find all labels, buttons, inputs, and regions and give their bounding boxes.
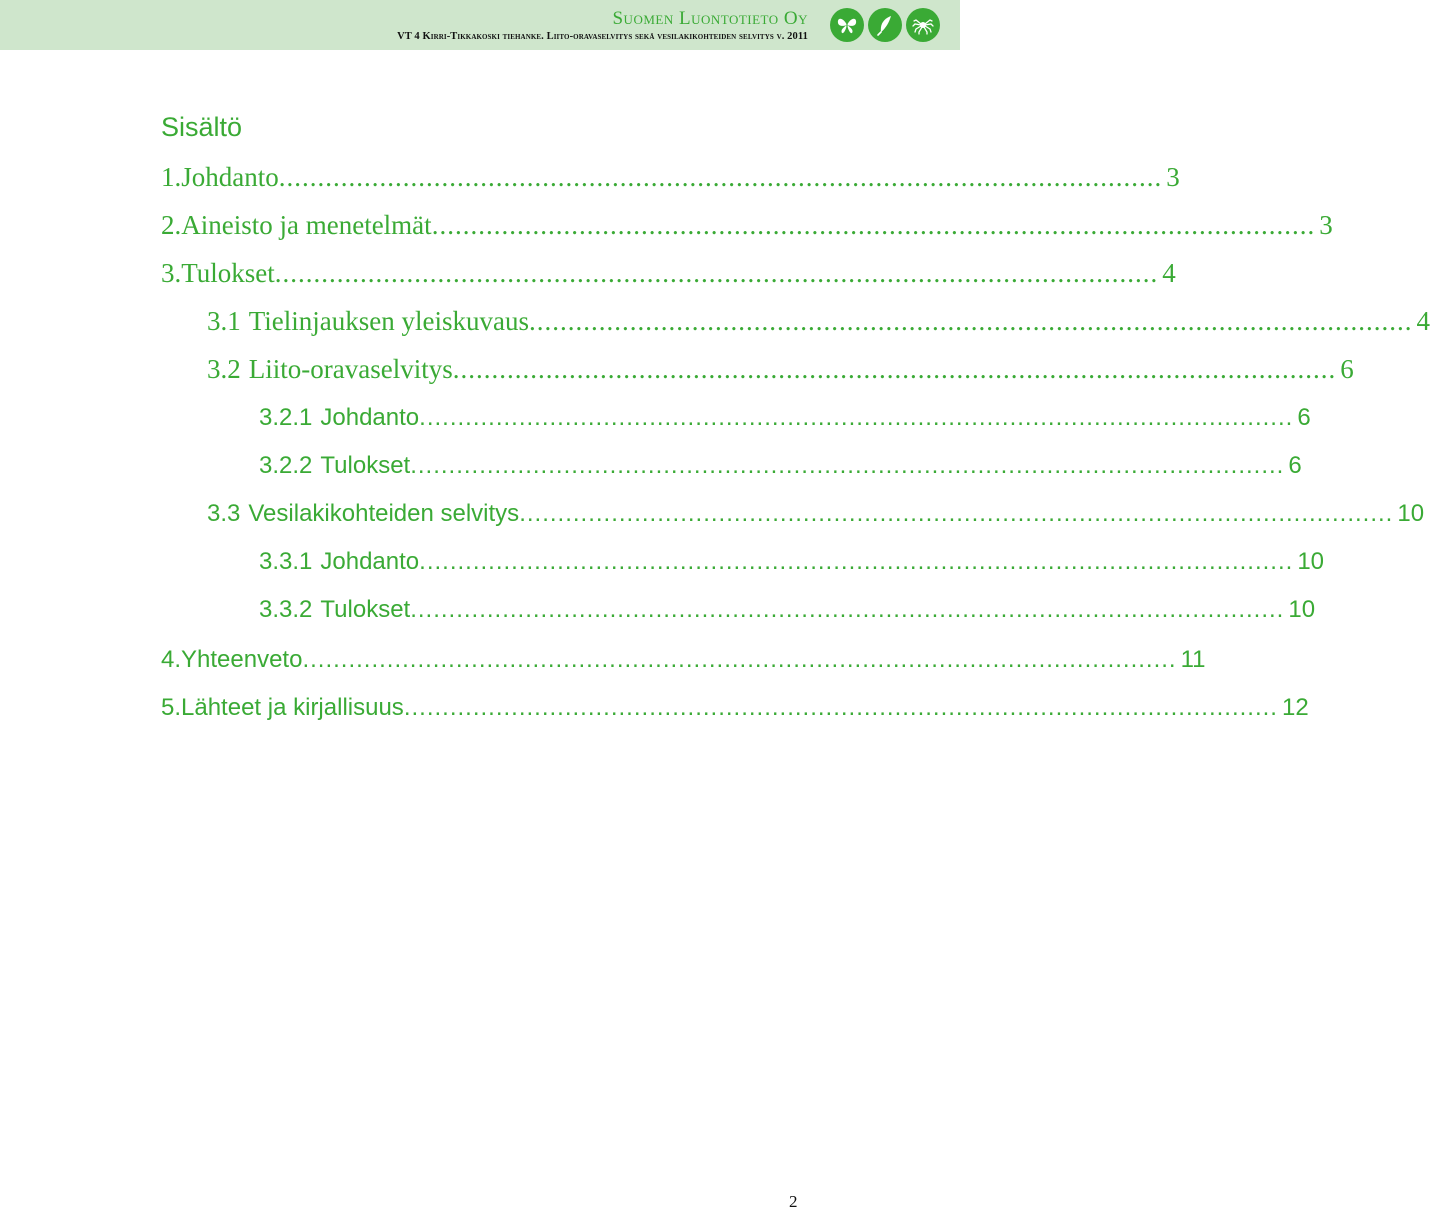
toc-entry-label: Aineisto ja menetelmät <box>181 210 431 241</box>
toc-leader-dots: .................................................................................................................. <box>432 210 1316 241</box>
toc-entry-number: 5. <box>161 694 181 722</box>
toc-entry[interactable] <box>259 404 797 438</box>
spider-icon <box>911 13 935 37</box>
toc-entry-page: 4 <box>1413 306 1430 337</box>
feather-icon <box>873 13 897 37</box>
toc-entry-label: Tielinjauksen yleiskuvaus <box>249 306 529 337</box>
toc-leader-dots: .................................................................................................................. <box>453 354 1337 385</box>
toc-entry-page: 10 <box>1393 500 1424 528</box>
logo-group <box>830 8 940 42</box>
toc-entry[interactable] <box>207 306 797 340</box>
toc-entry-page: 6 <box>1293 404 1310 432</box>
toc-entry-number: 3. <box>161 258 181 289</box>
toc-entry-number: 3.2.1 <box>259 404 320 432</box>
toc-entry[interactable] <box>161 646 797 680</box>
toc-entry-page: 12 <box>1278 694 1309 722</box>
toc-entry-label: Liito-oravaselvitys <box>249 354 453 385</box>
toc-entry-page: 10 <box>1293 548 1324 576</box>
toc-entry-page: 11 <box>1177 646 1206 674</box>
toc-entry-label: Tulokset <box>320 596 410 624</box>
toc-entry-label: Johdanto <box>181 162 279 193</box>
logo-feather <box>868 8 902 42</box>
toc-entry-label: Johdanto <box>320 404 419 432</box>
toc-entry-label: Tulokset <box>320 452 410 480</box>
toc-entry[interactable] <box>259 548 797 582</box>
toc-entry[interactable] <box>161 210 797 244</box>
toc-entry-page: 6 <box>1284 452 1301 480</box>
toc-entry-label: Tulokset <box>181 258 275 289</box>
toc-entry-page: 3 <box>1162 162 1180 193</box>
toc-leader-dots: .................................................................................................................. <box>419 548 1293 576</box>
toc-entry-page: 6 <box>1336 354 1354 385</box>
logo-butterfly <box>830 8 864 42</box>
toc-entry-label: Yhteenveto <box>181 646 302 674</box>
toc-entry-page: 10 <box>1284 596 1315 624</box>
toc-entry[interactable] <box>161 162 797 196</box>
toc-leader-dots: .................................................................................................................. <box>404 694 1278 722</box>
toc-entry[interactable] <box>161 694 797 728</box>
toc-entry-number: 3.1 <box>207 306 249 337</box>
toc-leader-dots: .................................................................................................................. <box>279 162 1163 193</box>
toc-entry-label: Vesilakikohteiden selvitys <box>248 500 519 528</box>
toc-entry-number: 2. <box>161 210 181 241</box>
toc-entry-number: 3.2.2 <box>259 452 320 480</box>
toc-entry[interactable] <box>207 500 797 534</box>
toc-entry-page: 3 <box>1315 210 1333 241</box>
page-number: 2 <box>789 1192 798 1212</box>
toc-title: Sisältö <box>161 112 242 143</box>
toc-entry-page: 4 <box>1158 258 1176 289</box>
company-name: Suomen Luontotieto Oy <box>612 8 808 30</box>
toc-leader-dots: .................................................................................................................. <box>410 596 1284 624</box>
toc-leader-dots: .................................................................................................................. <box>302 646 1176 674</box>
toc-entry-number: 3.3 <box>207 500 248 528</box>
toc-entry-label: Johdanto <box>320 548 419 576</box>
toc-leader-dots: .................................................................................................................. <box>410 452 1284 480</box>
toc-entry-label: Lähteet ja kirjallisuus <box>181 694 404 722</box>
toc-entry[interactable] <box>161 258 797 292</box>
toc-entry-number: 3.3.2 <box>259 596 320 624</box>
toc-leader-dots: .................................................................................................................. <box>275 258 1159 289</box>
logo-spider <box>906 8 940 42</box>
toc-entry-number: 4. <box>161 646 181 674</box>
toc-leader-dots: .................................................................................................................. <box>529 306 1413 337</box>
toc-entry[interactable] <box>259 596 797 630</box>
toc-entry[interactable] <box>207 354 797 388</box>
toc-entry-number: 3.2 <box>207 354 249 385</box>
toc-leader-dots: .................................................................................................................. <box>419 404 1293 432</box>
report-subtitle: VT 4 Kirri-Tikkakoski tiehanke. Liito-oravaselvitys sekä vesilakikohteiden selvitys v. 2011 <box>397 31 808 42</box>
toc-entry[interactable] <box>259 452 797 486</box>
toc-entry-number: 3.3.1 <box>259 548 320 576</box>
page-header <box>0 0 960 50</box>
toc-entry-number: 1. <box>161 162 181 193</box>
toc-leader-dots: .................................................................................................................. <box>519 500 1393 528</box>
butterfly-icon <box>835 13 859 37</box>
